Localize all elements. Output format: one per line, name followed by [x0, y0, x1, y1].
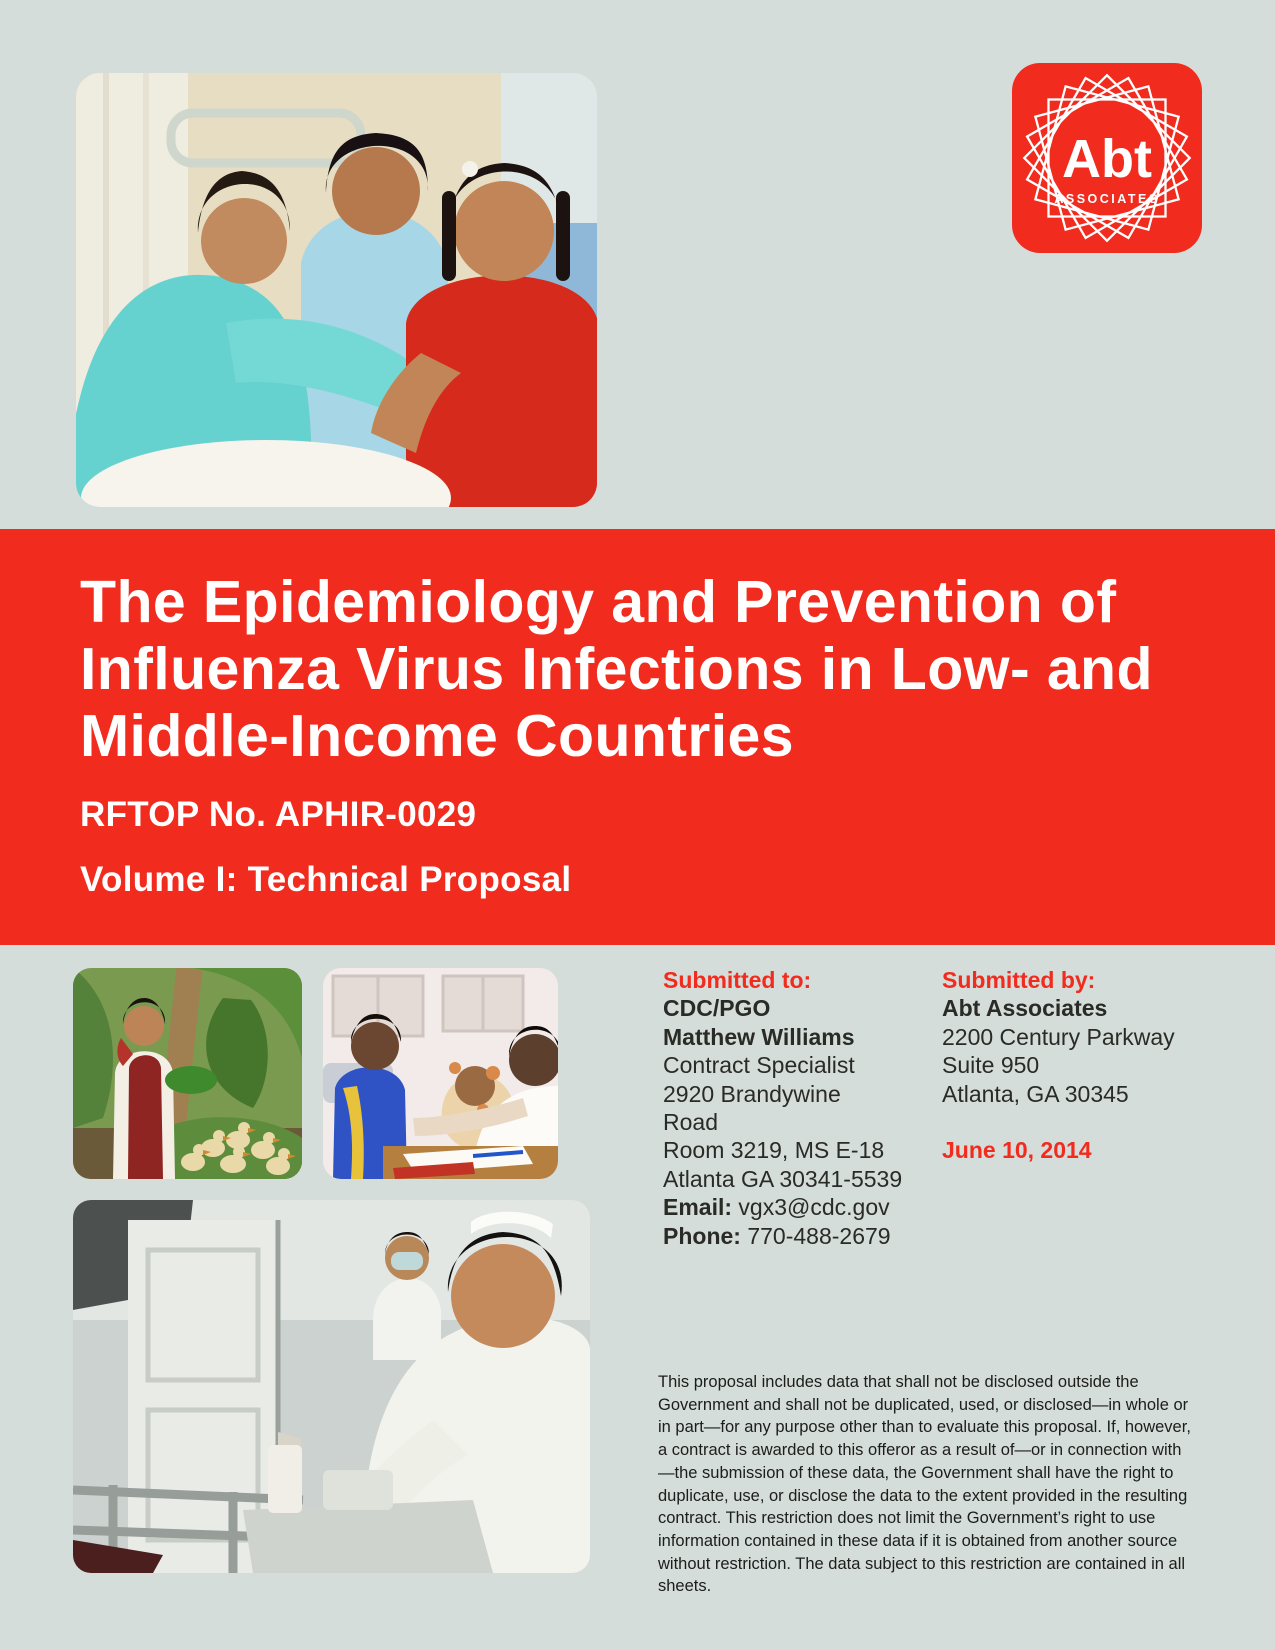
photo-clinic-exam-art — [323, 968, 558, 1179]
photo-clinic-exam — [323, 968, 558, 1179]
title-line-2: Influenza Virus Infections in Low- and — [80, 636, 1153, 702]
address-line: Atlanta, GA 30345 — [942, 1080, 1129, 1107]
title-line-1: The Epidemiology and Prevention of — [80, 569, 1117, 635]
title-banner — [0, 529, 1275, 945]
photo-vaccination-art — [76, 73, 597, 507]
address-line: Road — [663, 1109, 718, 1136]
address-line: CDC/PGO — [663, 995, 771, 1022]
photo-vaccination — [76, 73, 597, 507]
email-line: Email: vgx3@cdc.gov — [663, 1194, 890, 1221]
address-line: 2200 Century Parkway — [942, 1023, 1175, 1050]
abt-logo-art — [1012, 63, 1202, 253]
address-line: Atlanta GA 30341-5539 — [663, 1165, 903, 1192]
submission-date: June 10, 2014 — [942, 1137, 1092, 1164]
address-line: Abt Associates — [942, 995, 1108, 1022]
address-line: Contract Specialist — [663, 1052, 855, 1079]
logo-abt-text: Abt — [1062, 129, 1152, 189]
abt-associates-logo — [1012, 63, 1202, 253]
submitted-to-block — [663, 966, 915, 1250]
volume-label: Volume I: Technical Proposal — [80, 860, 572, 899]
photo-nurse-station — [73, 1200, 590, 1573]
photo-woman-ducklings-art — [73, 968, 302, 1179]
logo-associates-text: ASSOCIATES — [1054, 192, 1160, 206]
address-line: Matthew Williams — [663, 1023, 855, 1050]
page-title — [80, 569, 1220, 770]
title-line-3: Middle-Income Countries — [80, 703, 794, 769]
restriction-disclaimer: This proposal includes data that shall not be disclosed outside the Government and shall not be duplicated, used, or disclosed—in whole or in part—for any purpose other than to evaluate this proposal. If, however, a contract is awarded to this offeror as a result of—or in connection with—the submission of these data, the Government shall have the right to duplicate, use, or disclose the data to the extent provided in the resulting contract. This restriction does not limit the Government’s right to use information contained in these data if it is obtained from another source without restriction. The data subject to this restriction are contained in all sheets. — [658, 1373, 1191, 1596]
submitted-by-header: Submitted by: — [942, 967, 1096, 993]
address-line: Room 3219, MS E-18 — [663, 1137, 885, 1164]
address-line: Suite 950 — [942, 1052, 1040, 1079]
photo-woman-ducklings — [73, 968, 302, 1179]
photo-nurse-station-art — [73, 1200, 590, 1573]
rftop-number: RFTOP No. APHIR-0029 — [80, 795, 477, 834]
submitted-to-header: Submitted to: — [663, 967, 812, 993]
submitted-by-block — [942, 966, 1242, 1164]
address-line: 2920 Brandywine — [663, 1080, 841, 1107]
phone-line: Phone: 770-488-2679 — [663, 1222, 891, 1249]
